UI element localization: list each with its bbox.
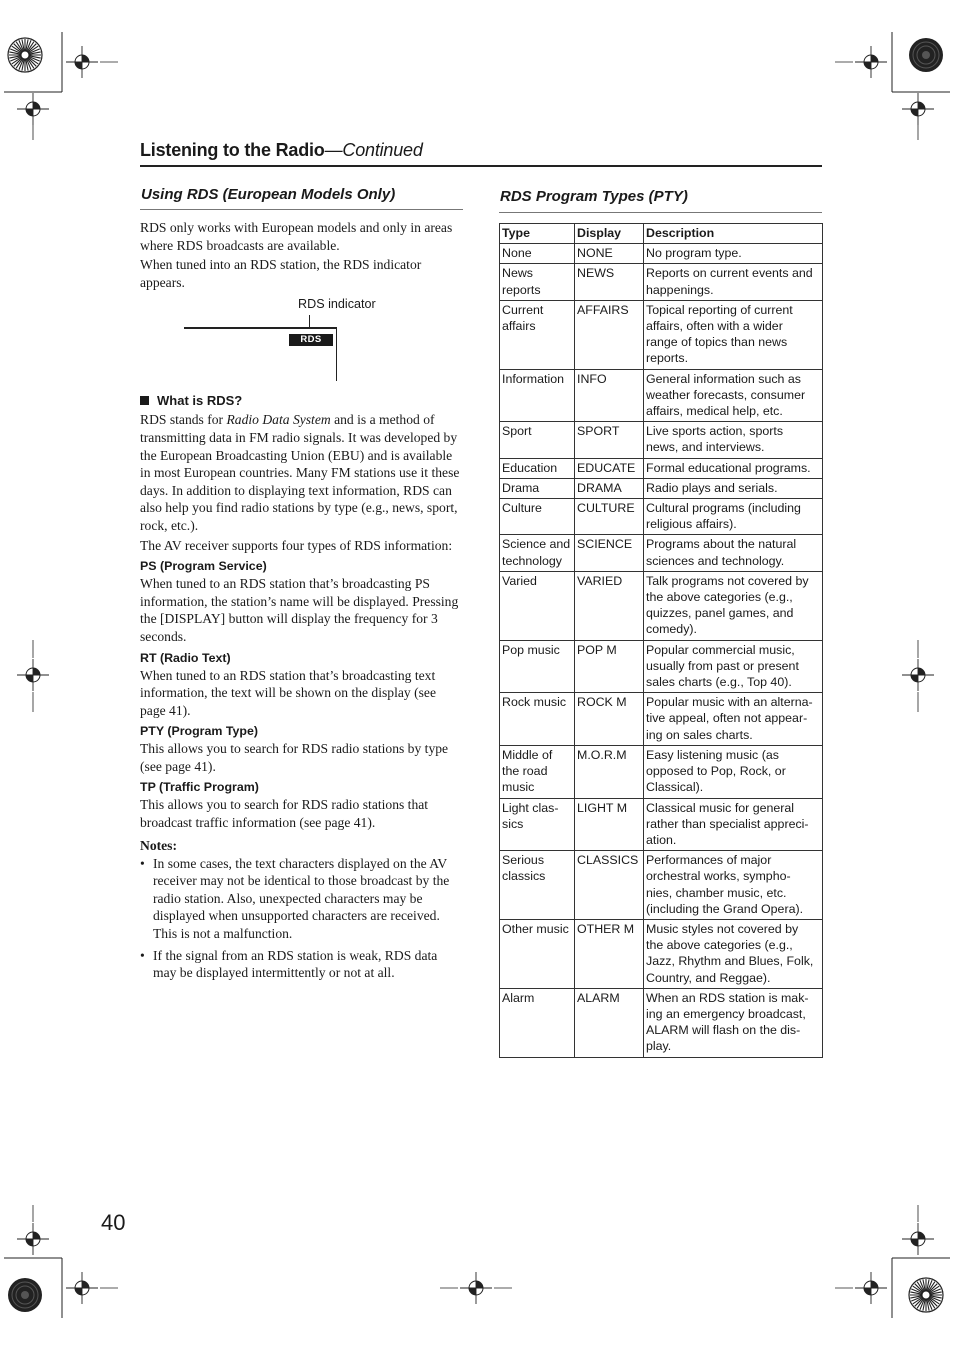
cell-display: EDUCATE xyxy=(575,458,644,478)
table-row xyxy=(500,851,823,920)
term-text-ps: When tuned to an RDS station that’s broadcasting PS information, the station’s name will be displayed. Pressing the [DISPLAY] button will display the frequency for 3 seconds. xyxy=(140,576,459,644)
display-edge-line xyxy=(184,327,337,329)
page-header xyxy=(140,140,822,161)
cell-display: OTHER M xyxy=(575,919,644,988)
rds-section-title: Using RDS (European Models Only) xyxy=(141,186,396,203)
cell-display: LIGHT M xyxy=(575,798,644,851)
cell-display: M.O.R.M xyxy=(575,745,644,798)
cell-display: ALARM xyxy=(575,988,644,1057)
para-italic-term: Radio Data System xyxy=(226,412,331,428)
header-continued: —Continued xyxy=(324,140,423,160)
cell-display: POP M xyxy=(575,640,644,693)
pty-table xyxy=(499,223,823,1058)
cell-display: SPORT xyxy=(575,422,644,458)
cell-description: Reports on current events and happenings. xyxy=(644,264,823,300)
para-lead: RDS stands for xyxy=(140,412,227,428)
para-rest: and is a method of transmitting data in FM radio signals. It was developed by the European Broadcasting Union (EBU) and is available in most European countries. Many FM stations use it these days. In addition to displaying text information, RDS can also help you find radio stations by type (e.g., news, sport, rock, etc.). xyxy=(140,412,460,533)
pty-table-body xyxy=(500,244,823,1057)
cell-description: Talk programs not covered by the above categories (e.g., quizzes, panel games, and comedy). xyxy=(644,571,823,640)
section-divider xyxy=(140,209,463,210)
right-column xyxy=(499,188,822,1058)
cell-type: Light clas- sics xyxy=(500,798,575,851)
rds-indicator-label: RDS indicator xyxy=(298,297,376,312)
notes-title: Notes: xyxy=(140,837,177,853)
term-text-rt: When tuned to an RDS station that’s broadcasting text information, the text will be shown on the display (see page 41). xyxy=(140,667,436,718)
cell-description: No program type. xyxy=(644,244,823,264)
cell-description: Formal educational programs. xyxy=(644,458,823,478)
indicator-leader-line xyxy=(309,315,310,327)
column-header-description: Description xyxy=(644,224,823,244)
cell-type: Information xyxy=(500,369,575,422)
table-row xyxy=(500,640,823,693)
cell-description: Live sports action, sports news, and interviews. xyxy=(644,422,823,458)
cell-type: Education xyxy=(500,458,575,478)
cell-type: Alarm xyxy=(500,988,575,1057)
left-column xyxy=(140,186,463,986)
cell-display: CLASSICS xyxy=(575,851,644,920)
what-is-rds-heading xyxy=(140,393,463,408)
cell-display: VARIED xyxy=(575,571,644,640)
pty-section-title: RDS Program Types (PTY) xyxy=(500,188,688,205)
cell-description: General information such as weather forecasts, consumer affairs, medical help, etc. xyxy=(644,369,823,422)
note-item xyxy=(140,947,463,982)
table-row xyxy=(500,745,823,798)
cell-description: Popular commercial music, usually from past or present sales charts (e.g., Top 40). xyxy=(644,640,823,693)
term-title-tp: TP (Traffic Program) xyxy=(140,780,259,795)
term-title-pty: PTY (Program Type) xyxy=(140,724,258,739)
bullet-icon: • xyxy=(140,947,145,963)
term-text-pty: This allows you to search for RDS radio stations by type (see page 41). xyxy=(140,741,449,774)
note-text: In some cases, the text characters displayed on the AV receiver may not be identical to those broadcast by the radio station. Also, unexpected characters may be displayed when unsupported characters are received. This is not a malfunction. xyxy=(153,855,450,942)
term-title-rt: RT (Radio Text) xyxy=(140,650,231,665)
cell-type: None xyxy=(500,244,575,264)
section-divider xyxy=(499,212,822,213)
cell-display: INFO xyxy=(575,369,644,422)
table-row xyxy=(500,919,823,988)
cell-display: CULTURE xyxy=(575,499,644,535)
table-row xyxy=(500,422,823,458)
cell-type: Rock music xyxy=(500,693,575,746)
cell-description: Music styles not covered by the above categories (e.g., Jazz, Rhythm and Blues, Folk, Country, and Reggae). xyxy=(644,919,823,988)
cell-type: Other music xyxy=(500,919,575,988)
note-item xyxy=(140,855,463,943)
supports-paragraph: The AV receiver supports four types of RDS information: xyxy=(140,537,453,553)
table-row xyxy=(500,458,823,478)
term-title-ps: PS (Program Service) xyxy=(140,559,267,574)
cell-description: Classical music for general rather than specialist appreci- ation. xyxy=(644,798,823,851)
notes-list xyxy=(140,855,463,982)
table-row xyxy=(500,798,823,851)
column-header-type: Type xyxy=(500,224,575,244)
table-row xyxy=(500,264,823,300)
what-is-rds-paragraph xyxy=(140,411,463,534)
cell-type: Pop music xyxy=(500,640,575,693)
cell-type: Varied xyxy=(500,571,575,640)
cell-display: AFFAIRS xyxy=(575,300,644,369)
rds-intro-2: When tuned into an RDS station, the RDS indicator appears. xyxy=(140,257,422,290)
cell-description: Performances of major orchestral works, sympho- nies, chamber music, etc. (including the Grand Opera). xyxy=(644,851,823,920)
header-title: Listening to the Radio xyxy=(140,140,325,160)
cell-description: Topical reporting of current affairs, often with a wider range of topics than news reports. xyxy=(644,300,823,369)
column-header-display: Display xyxy=(575,224,644,244)
table-row xyxy=(500,478,823,498)
page-number: 40 xyxy=(101,1210,126,1235)
cell-type: Sport xyxy=(500,422,575,458)
table-row xyxy=(500,300,823,369)
rds-indicator-figure xyxy=(140,297,463,381)
cell-description: When an RDS station is mak- ing an emergency broadcast, ALARM will flash on the dis- play. xyxy=(644,988,823,1057)
cell-type: Drama xyxy=(500,478,575,498)
cell-type: Culture xyxy=(500,499,575,535)
header-rule xyxy=(140,165,822,167)
cell-type: Science and technology xyxy=(500,535,575,571)
rds-indicator-badge: RDS xyxy=(289,334,333,346)
cell-description: Popular music with an alterna- tive appeal, often not appear- ing on sales charts. xyxy=(644,693,823,746)
cell-display: NONE xyxy=(575,244,644,264)
table-row xyxy=(500,499,823,535)
table-row xyxy=(500,693,823,746)
cell-display: SCIENCE xyxy=(575,535,644,571)
note-text: If the signal from an RDS station is weak, RDS data may be displayed intermittently or not at all. xyxy=(153,947,438,981)
table-row xyxy=(500,244,823,264)
table-row xyxy=(500,988,823,1057)
term-text-tp: This allows you to search for RDS radio stations that broadcast traffic information (see page 41). xyxy=(140,797,429,831)
cell-type: Middle of the road music xyxy=(500,745,575,798)
cell-description: Easy listening music (as opposed to Pop, Rock, or Classical). xyxy=(644,745,823,798)
cell-description: Cultural programs (including religious affairs). xyxy=(644,499,823,535)
cell-type: Current affairs xyxy=(500,300,575,369)
what-is-rds-heading-text: What is RDS? xyxy=(157,393,243,409)
square-bullet-icon xyxy=(140,396,149,405)
cell-display: DRAMA xyxy=(575,478,644,498)
display-edge-line-vertical xyxy=(336,327,337,381)
cell-type: News reports xyxy=(500,264,575,300)
cell-description: Radio plays and serials. xyxy=(644,478,823,498)
table-row xyxy=(500,535,823,571)
bullet-icon: • xyxy=(140,855,145,871)
table-row xyxy=(500,369,823,422)
pty-table-header-row xyxy=(500,224,823,244)
cell-display: ROCK M xyxy=(575,693,644,746)
cell-display: NEWS xyxy=(575,264,644,300)
cell-type: Serious classics xyxy=(500,851,575,920)
table-row xyxy=(500,571,823,640)
cell-description: Programs about the natural sciences and technology. xyxy=(644,535,823,571)
rds-intro-1: RDS only works with European models and only in areas where RDS broadcasts are available. xyxy=(140,220,453,253)
